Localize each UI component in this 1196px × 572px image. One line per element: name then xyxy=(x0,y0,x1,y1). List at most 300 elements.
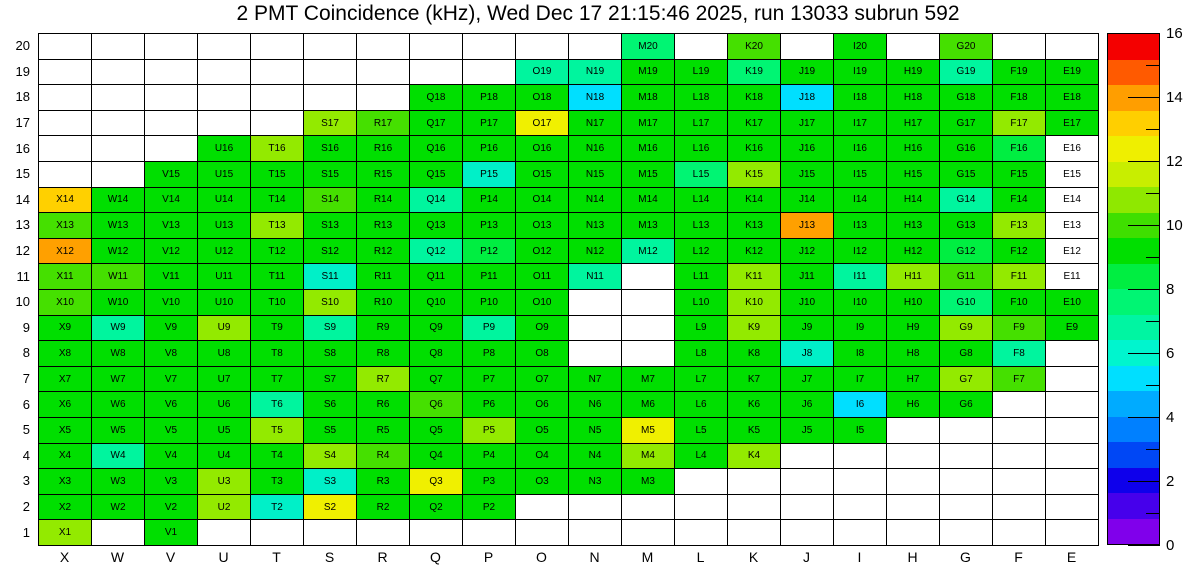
heatmap-cell-P9: P9 xyxy=(463,316,516,342)
heatmap-cell-V12: V12 xyxy=(145,239,198,265)
heatmap-cell-Q4: Q4 xyxy=(410,444,463,470)
heatmap-cell-X2: X2 xyxy=(39,495,92,521)
heatmap-cell-H9: H9 xyxy=(887,316,940,342)
heatmap-cell-O8: O8 xyxy=(516,341,569,367)
heatmap-cell-empty xyxy=(728,520,781,546)
heatmap-cell-X1: X1 xyxy=(39,520,92,546)
heatmap-cell-H6: H6 xyxy=(887,392,940,418)
heatmap-cell-S7: S7 xyxy=(304,367,357,393)
y-axis-label: 1 xyxy=(22,524,30,540)
heatmap-cell-J11: J11 xyxy=(781,264,834,290)
x-axis-label: S xyxy=(324,549,335,565)
heatmap-cell-empty xyxy=(622,290,675,316)
heatmap-cell-empty xyxy=(251,60,304,86)
heatmap-cell-empty xyxy=(39,85,92,111)
heatmap-cell-M3: M3 xyxy=(622,469,675,495)
heatmap-cell-L18: L18 xyxy=(675,85,728,111)
heatmap-cell-L16: L16 xyxy=(675,136,728,162)
heatmap-cell-P2: P2 xyxy=(463,495,516,521)
heatmap-cell-M7: M7 xyxy=(622,367,675,393)
heatmap-cell-T6: T6 xyxy=(251,392,304,418)
heatmap-cell-L17: L17 xyxy=(675,111,728,137)
heatmap-cell-E19: E19 xyxy=(1046,60,1099,86)
heatmap-cell-empty xyxy=(622,264,675,290)
colorbar-major-tick xyxy=(1128,481,1160,482)
heatmap-cell-S3: S3 xyxy=(304,469,357,495)
heatmap-cell-W6: W6 xyxy=(92,392,145,418)
heatmap-cell-R3: R3 xyxy=(357,469,410,495)
heatmap-cell-O13: O13 xyxy=(516,213,569,239)
heatmap-cell-X5: X5 xyxy=(39,418,92,444)
heatmap-cell-Q17: Q17 xyxy=(410,111,463,137)
x-axis-label: K xyxy=(748,549,759,565)
heatmap-cell-empty xyxy=(728,469,781,495)
x-axis-label: G xyxy=(960,549,971,565)
heatmap-cell-U15: U15 xyxy=(198,162,251,188)
heatmap-cell-I17: I17 xyxy=(834,111,887,137)
heatmap-cell-empty xyxy=(304,85,357,111)
heatmap-cell-K17: K17 xyxy=(728,111,781,137)
heatmap-cell-I14: I14 xyxy=(834,188,887,214)
heatmap-cell-U7: U7 xyxy=(198,367,251,393)
heatmap-cell-I6: I6 xyxy=(834,392,887,418)
heatmap-cell-M20: M20 xyxy=(622,34,675,60)
heatmap-cell-Q14: Q14 xyxy=(410,188,463,214)
colorbar-minor-tick xyxy=(1146,513,1160,514)
heatmap-cell-G14: G14 xyxy=(940,188,993,214)
y-axis-label: 3 xyxy=(22,473,30,489)
heatmap-cell-Q13: Q13 xyxy=(410,213,463,239)
heatmap-cell-empty xyxy=(92,111,145,137)
heatmap-cell-empty xyxy=(92,520,145,546)
heatmap-cell-empty xyxy=(569,495,622,521)
heatmap-cell-empty xyxy=(1046,520,1099,546)
heatmap-cell-X9: X9 xyxy=(39,316,92,342)
heatmap-cell-empty xyxy=(622,341,675,367)
heatmap-cell-S6: S6 xyxy=(304,392,357,418)
heatmap-cell-K10: K10 xyxy=(728,290,781,316)
heatmap-cell-T14: T14 xyxy=(251,188,304,214)
x-axis-label: N xyxy=(589,549,600,565)
colorbar-tick-label: 6 xyxy=(1166,344,1175,362)
heatmap-cell-N15: N15 xyxy=(569,162,622,188)
heatmap-cell-E12: E12 xyxy=(1046,239,1099,265)
heatmap-cell-S13: S13 xyxy=(304,213,357,239)
heatmap-cell-M12: M12 xyxy=(622,239,675,265)
heatmap-cell-T12: T12 xyxy=(251,239,304,265)
heatmap-cell-J9: J9 xyxy=(781,316,834,342)
heatmap-cell-M4: M4 xyxy=(622,444,675,470)
heatmap-cell-P4: P4 xyxy=(463,444,516,470)
heatmap-cell-empty xyxy=(569,520,622,546)
heatmap-cell-empty xyxy=(569,316,622,342)
heatmap-cell-empty xyxy=(940,469,993,495)
heatmap-cell-X3: X3 xyxy=(39,469,92,495)
heatmap-cell-empty xyxy=(622,316,675,342)
heatmap-cell-empty xyxy=(993,418,1046,444)
colorbar-band xyxy=(1108,111,1159,137)
x-axis-label: I xyxy=(857,549,862,565)
colorbar-band xyxy=(1108,187,1159,213)
heatmap-cell-G20: G20 xyxy=(940,34,993,60)
heatmap-cell-E14: E14 xyxy=(1046,188,1099,214)
chart-title: 2 PMT Coincidence (kHz), Wed Dec 17 21:15:46 2025, run 13033 subrun 592 xyxy=(236,2,960,25)
heatmap-cell-T15: T15 xyxy=(251,162,304,188)
colorbar-tick-label: 4 xyxy=(1166,408,1175,426)
heatmap-cell-E13: E13 xyxy=(1046,213,1099,239)
x-axis-label: H xyxy=(907,549,918,565)
heatmap-cell-Q12: Q12 xyxy=(410,239,463,265)
heatmap-cell-R8: R8 xyxy=(357,341,410,367)
x-axis-label: M xyxy=(641,549,654,565)
colorbar-tick-label: 14 xyxy=(1166,88,1183,106)
colorbar-band xyxy=(1108,366,1159,392)
x-axis-label: E xyxy=(1066,549,1077,565)
heatmap-cell-S11: S11 xyxy=(304,264,357,290)
heatmap-cell-Q7: Q7 xyxy=(410,367,463,393)
heatmap-cell-U2: U2 xyxy=(198,495,251,521)
heatmap-cell-empty xyxy=(1046,392,1099,418)
heatmap-cell-empty xyxy=(304,60,357,86)
y-axis-label: 16 xyxy=(15,140,30,156)
heatmap-cell-L13: L13 xyxy=(675,213,728,239)
heatmap-cell-M17: M17 xyxy=(622,111,675,137)
heatmap-cell-J16: J16 xyxy=(781,136,834,162)
heatmap-cell-Q8: Q8 xyxy=(410,341,463,367)
heatmap-cell-I13: I13 xyxy=(834,213,887,239)
heatmap-cell-G16: G16 xyxy=(940,136,993,162)
heatmap-cell-empty xyxy=(940,495,993,521)
heatmap-cell-L8: L8 xyxy=(675,341,728,367)
colorbar-minor-tick xyxy=(1146,385,1160,386)
heatmap-cell-J6: J6 xyxy=(781,392,834,418)
heatmap-cell-U8: U8 xyxy=(198,341,251,367)
heatmap-cell-empty xyxy=(357,520,410,546)
heatmap-cell-T16: T16 xyxy=(251,136,304,162)
heatmap-cell-N18: N18 xyxy=(569,85,622,111)
heatmap-cell-O10: O10 xyxy=(516,290,569,316)
heatmap-cell-empty xyxy=(198,111,251,137)
heatmap-cell-empty xyxy=(834,520,887,546)
heatmap-cell-N7: N7 xyxy=(569,367,622,393)
heatmap-cell-S15: S15 xyxy=(304,162,357,188)
colorbar-tick-label: 8 xyxy=(1166,280,1175,298)
colorbar-band xyxy=(1108,162,1159,188)
heatmap-cell-I16: I16 xyxy=(834,136,887,162)
colorbar-major-tick xyxy=(1128,225,1160,226)
heatmap-cell-V7: V7 xyxy=(145,367,198,393)
heatmap-cell-empty xyxy=(569,34,622,60)
y-axis-label: 2 xyxy=(22,499,30,515)
heatmap-cell-empty xyxy=(887,469,940,495)
heatmap-cell-K11: K11 xyxy=(728,264,781,290)
colorbar-tick-label: 12 xyxy=(1166,152,1183,170)
heatmap-cell-empty xyxy=(993,520,1046,546)
heatmap-cell-P10: P10 xyxy=(463,290,516,316)
heatmap-grid xyxy=(38,33,1099,546)
heatmap-cell-K16: K16 xyxy=(728,136,781,162)
x-axis-label: X xyxy=(59,549,70,565)
heatmap-cell-K18: K18 xyxy=(728,85,781,111)
heatmap-cell-L4: L4 xyxy=(675,444,728,470)
colorbar-minor-tick xyxy=(1146,257,1160,258)
heatmap-cell-P15: P15 xyxy=(463,162,516,188)
heatmap-cell-R13: R13 xyxy=(357,213,410,239)
heatmap-cell-S4: S4 xyxy=(304,444,357,470)
colorbar-minor-tick xyxy=(1146,65,1160,66)
heatmap-cell-O9: O9 xyxy=(516,316,569,342)
heatmap-cell-M13: M13 xyxy=(622,213,675,239)
heatmap-cell-X13: X13 xyxy=(39,213,92,239)
heatmap-cell-empty xyxy=(251,85,304,111)
heatmap-cell-V11: V11 xyxy=(145,264,198,290)
heatmap-cell-X8: X8 xyxy=(39,341,92,367)
colorbar-major-tick xyxy=(1128,353,1160,354)
heatmap-cell-empty xyxy=(92,136,145,162)
heatmap-cell-K4: K4 xyxy=(728,444,781,470)
heatmap-cell-empty xyxy=(781,495,834,521)
heatmap-cell-X7: X7 xyxy=(39,367,92,393)
heatmap-cell-empty xyxy=(675,34,728,60)
heatmap-cell-empty xyxy=(993,495,1046,521)
heatmap-cell-K15: K15 xyxy=(728,162,781,188)
heatmap-cell-G9: G9 xyxy=(940,316,993,342)
colorbar-band xyxy=(1108,417,1159,443)
y-axis-label: 17 xyxy=(15,115,30,131)
y-axis-label: 9 xyxy=(22,319,30,335)
heatmap-cell-H17: H17 xyxy=(887,111,940,137)
heatmap-cell-X10: X10 xyxy=(39,290,92,316)
heatmap-cell-S16: S16 xyxy=(304,136,357,162)
y-axis-label: 19 xyxy=(15,63,30,79)
heatmap-cell-O16: O16 xyxy=(516,136,569,162)
heatmap-cell-J8: J8 xyxy=(781,341,834,367)
heatmap-cell-P11: P11 xyxy=(463,264,516,290)
heatmap-cell-F7: F7 xyxy=(993,367,1046,393)
heatmap-cell-empty xyxy=(251,520,304,546)
heatmap-cell-K6: K6 xyxy=(728,392,781,418)
heatmap-cell-N13: N13 xyxy=(569,213,622,239)
heatmap-cell-T9: T9 xyxy=(251,316,304,342)
heatmap-cell-empty xyxy=(357,34,410,60)
y-axis-label: 10 xyxy=(15,294,30,310)
heatmap-cell-M15: M15 xyxy=(622,162,675,188)
heatmap-cell-empty xyxy=(781,34,834,60)
heatmap-cell-empty xyxy=(39,162,92,188)
heatmap-cell-H13: H13 xyxy=(887,213,940,239)
y-axis-label: 20 xyxy=(15,38,30,54)
heatmap-cell-N14: N14 xyxy=(569,188,622,214)
heatmap-cell-R10: R10 xyxy=(357,290,410,316)
heatmap-cell-X14: X14 xyxy=(39,188,92,214)
heatmap-cell-N12: N12 xyxy=(569,239,622,265)
heatmap-cell-O12: O12 xyxy=(516,239,569,265)
heatmap-cell-W14: W14 xyxy=(92,188,145,214)
heatmap-cell-W9: W9 xyxy=(92,316,145,342)
heatmap-cell-empty xyxy=(145,85,198,111)
heatmap-cell-N16: N16 xyxy=(569,136,622,162)
heatmap-cell-empty xyxy=(887,444,940,470)
heatmap-cell-F16: F16 xyxy=(993,136,1046,162)
heatmap-cell-J18: J18 xyxy=(781,85,834,111)
heatmap-cell-U16: U16 xyxy=(198,136,251,162)
x-axis-label: P xyxy=(483,549,494,565)
y-axis-label: 11 xyxy=(16,268,30,284)
heatmap-cell-R6: R6 xyxy=(357,392,410,418)
heatmap-cell-V6: V6 xyxy=(145,392,198,418)
heatmap-cell-L10: L10 xyxy=(675,290,728,316)
heatmap-cell-W7: W7 xyxy=(92,367,145,393)
heatmap-cell-K12: K12 xyxy=(728,239,781,265)
heatmap-cell-R4: R4 xyxy=(357,444,410,470)
heatmap-cell-S12: S12 xyxy=(304,239,357,265)
heatmap-cell-E16: E16 xyxy=(1046,136,1099,162)
heatmap-cell-empty xyxy=(410,34,463,60)
heatmap-cell-empty xyxy=(781,469,834,495)
x-axis-label: J xyxy=(803,549,810,565)
heatmap-cell-empty xyxy=(622,495,675,521)
heatmap-cell-K19: K19 xyxy=(728,60,781,86)
heatmap-cell-H7: H7 xyxy=(887,367,940,393)
x-axis-label: T xyxy=(272,549,281,565)
heatmap-cell-R5: R5 xyxy=(357,418,410,444)
heatmap-cell-empty xyxy=(622,520,675,546)
heatmap-cell-V9: V9 xyxy=(145,316,198,342)
heatmap-cell-T4: T4 xyxy=(251,444,304,470)
heatmap-cell-empty xyxy=(516,495,569,521)
heatmap-cell-L7: L7 xyxy=(675,367,728,393)
heatmap-cell-empty xyxy=(993,444,1046,470)
heatmap-cell-F12: F12 xyxy=(993,239,1046,265)
heatmap-cell-G8: G8 xyxy=(940,341,993,367)
heatmap-cell-I11: I11 xyxy=(834,264,887,290)
heatmap-cell-empty xyxy=(1046,367,1099,393)
heatmap-cell-J14: J14 xyxy=(781,188,834,214)
heatmap-cell-N19: N19 xyxy=(569,60,622,86)
heatmap-cell-H18: H18 xyxy=(887,85,940,111)
heatmap-cell-F15: F15 xyxy=(993,162,1046,188)
heatmap-cell-O19: O19 xyxy=(516,60,569,86)
heatmap-cell-J19: J19 xyxy=(781,60,834,86)
heatmap-cell-empty xyxy=(834,469,887,495)
heatmap-cell-N3: N3 xyxy=(569,469,622,495)
heatmap-cell-K5: K5 xyxy=(728,418,781,444)
colorbar-tick-label: 10 xyxy=(1166,216,1183,234)
heatmap-cell-empty xyxy=(304,34,357,60)
colorbar-band xyxy=(1108,264,1159,290)
heatmap-cell-U5: U5 xyxy=(198,418,251,444)
heatmap-cell-F10: F10 xyxy=(993,290,1046,316)
heatmap-cell-M5: M5 xyxy=(622,418,675,444)
heatmap-cell-J13: J13 xyxy=(781,213,834,239)
heatmap-cell-T5: T5 xyxy=(251,418,304,444)
y-axis-label: 18 xyxy=(15,89,30,105)
heatmap-cell-F8: F8 xyxy=(993,341,1046,367)
heatmap-cell-R16: R16 xyxy=(357,136,410,162)
heatmap-cell-H19: H19 xyxy=(887,60,940,86)
heatmap-cell-empty xyxy=(145,111,198,137)
heatmap-cell-P13: P13 xyxy=(463,213,516,239)
heatmap-cell-F18: F18 xyxy=(993,85,1046,111)
x-axis-label: O xyxy=(536,549,547,565)
heatmap-cell-empty xyxy=(145,60,198,86)
x-axis-label: W xyxy=(110,549,125,565)
heatmap-cell-H11: H11 xyxy=(887,264,940,290)
heatmap-cell-X4: X4 xyxy=(39,444,92,470)
colorbar-major-tick xyxy=(1128,161,1160,162)
colorbar-major-tick xyxy=(1128,97,1160,98)
heatmap-cell-M6: M6 xyxy=(622,392,675,418)
heatmap-cell-empty xyxy=(887,34,940,60)
colorbar-major-tick xyxy=(1128,33,1160,34)
heatmap-cell-empty xyxy=(92,34,145,60)
y-axis-label: 14 xyxy=(15,191,30,207)
heatmap-cell-empty xyxy=(463,520,516,546)
heatmap-cell-I5: I5 xyxy=(834,418,887,444)
heatmap-cell-V2: V2 xyxy=(145,495,198,521)
heatmap-cell-H12: H12 xyxy=(887,239,940,265)
colorbar-band xyxy=(1108,391,1159,417)
heatmap-cell-I12: I12 xyxy=(834,239,887,265)
y-axis-label: 4 xyxy=(22,447,30,463)
heatmap-cell-V8: V8 xyxy=(145,341,198,367)
colorbar-band xyxy=(1108,315,1159,341)
heatmap-cell-V4: V4 xyxy=(145,444,198,470)
heatmap-cell-empty xyxy=(145,136,198,162)
heatmap-cell-P7: P7 xyxy=(463,367,516,393)
heatmap-cell-empty xyxy=(463,34,516,60)
heatmap-cell-empty xyxy=(940,520,993,546)
x-axis-label: U xyxy=(218,549,229,565)
heatmap-cell-T11: T11 xyxy=(251,264,304,290)
colorbar-band xyxy=(1108,60,1159,86)
heatmap-cell-L12: L12 xyxy=(675,239,728,265)
heatmap-cell-P16: P16 xyxy=(463,136,516,162)
heatmap-cell-empty xyxy=(1046,495,1099,521)
heatmap-cell-X11: X11 xyxy=(39,264,92,290)
heatmap-cell-S8: S8 xyxy=(304,341,357,367)
heatmap-cell-empty xyxy=(675,469,728,495)
heatmap-cell-Q3: Q3 xyxy=(410,469,463,495)
heatmap-cell-F17: F17 xyxy=(993,111,1046,137)
heatmap-cell-Q16: Q16 xyxy=(410,136,463,162)
heatmap-cell-empty xyxy=(516,520,569,546)
colorbar-minor-tick xyxy=(1146,193,1160,194)
heatmap-cell-J12: J12 xyxy=(781,239,834,265)
heatmap-cell-M16: M16 xyxy=(622,136,675,162)
heatmap-cell-U6: U6 xyxy=(198,392,251,418)
heatmap-cell-I20: I20 xyxy=(834,34,887,60)
heatmap-cell-empty xyxy=(1046,34,1099,60)
heatmap-cell-Q15: Q15 xyxy=(410,162,463,188)
heatmap-cell-empty xyxy=(675,520,728,546)
colorbar-band xyxy=(1108,238,1159,264)
heatmap-cell-empty xyxy=(569,290,622,316)
heatmap-cell-L6: L6 xyxy=(675,392,728,418)
heatmap-cell-V13: V13 xyxy=(145,213,198,239)
heatmap-cell-G13: G13 xyxy=(940,213,993,239)
heatmap-cell-R17: R17 xyxy=(357,111,410,137)
heatmap-cell-F13: F13 xyxy=(993,213,1046,239)
colorbar-major-tick xyxy=(1128,545,1160,546)
heatmap-cell-empty xyxy=(569,341,622,367)
x-axis-label: R xyxy=(377,549,388,565)
colorbar-tick-label: 16 xyxy=(1166,24,1183,42)
heatmap-cell-N11: N11 xyxy=(569,264,622,290)
heatmap-cell-O3: O3 xyxy=(516,469,569,495)
heatmap-cell-S5: S5 xyxy=(304,418,357,444)
heatmap-cell-P5: P5 xyxy=(463,418,516,444)
